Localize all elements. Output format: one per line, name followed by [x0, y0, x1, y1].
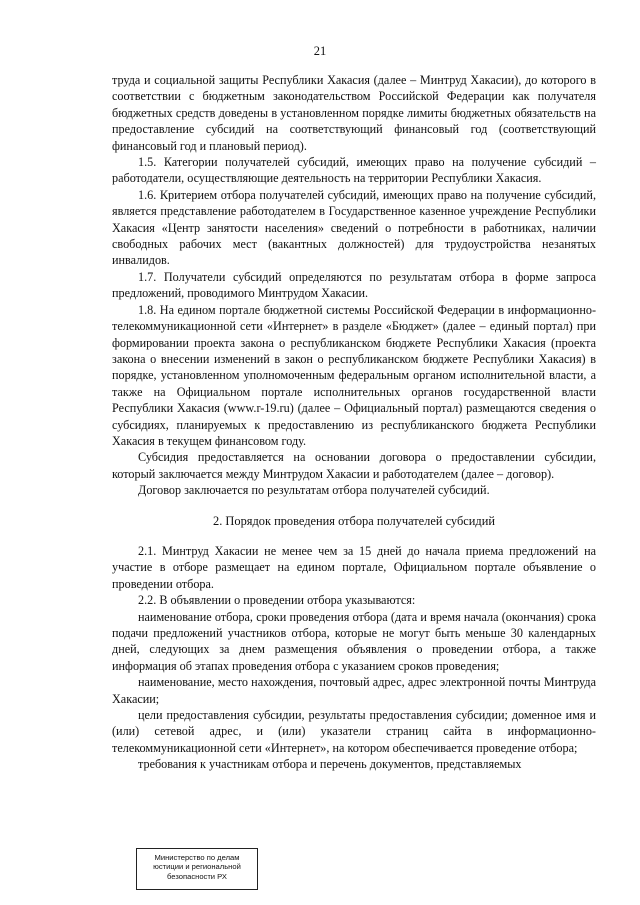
paragraph: Договор заключается по результатам отбора получателей субсидий.: [138, 483, 490, 498]
registration-stamp: [136, 848, 258, 890]
document-body: [112, 72, 596, 773]
paragraph: 2.1. Минтруд Хакасии не менее чем за 15 дней до начала приема предложений на участие в отборе размещает на едином портале, Официальном портале объявление о проведении отбора.: [112, 543, 596, 591]
stamp-line: безопасности РХ: [167, 871, 227, 881]
paragraph: 1.5. Категории получателей субсидий, имеющих право на получение субсидий – работодатели, осуществляющие деятельность на территории Республики Хакасия.: [112, 155, 596, 186]
paragraph: требования к участникам отбора и перечень документов, представляемых: [138, 757, 522, 772]
paragraph: Субсидия предоставляется на основании договора о предоставлении субсидии, который заключается между Минтрудом Хакасии и работодателем (далее – договор).: [112, 450, 596, 481]
paragraph: 2.2. В объявлении о проведении отбора указываются:: [138, 593, 416, 608]
page-number: 21: [313, 44, 327, 58]
paragraph: наименование, место нахождения, почтовый адрес, адрес электронной почты Минтруда Хакасии;: [112, 675, 596, 706]
paragraph: 1.7. Получатели субсидий определяются по результатам отбора в форме запроса предложений, проводимого Минтрудом Хакасии.: [112, 269, 596, 301]
paragraph: 1.6. Критерием отбора получателей субсидий, имеющих право на получение субсидий, является представление работодателем в Государственное казенное учреждение Республики Хакасия «Центр занятости населения» сведений о потребности в работниках, наличии свободных рабочих мест (вакантных должностей) для трудоустройства незанятых инвалидов.: [112, 187, 596, 268]
stamp-line: Министерство по делам: [154, 853, 240, 862]
stamp-line: юстиции и региональной: [153, 862, 241, 872]
paragraph: 1.8. На едином портале бюджетной системы Российской Федерации в информационно-телекоммуникационной сети «Интернет» в разделе «Бюджет» (далее – единый портал) при формировании проекта закона о республиканском бюджете Республики Хакасия (проекта закона о внесении изменений в закон о республиканском бюджете Республики Хакасия) в порядке, установленном уполномоченным федеральным органом исполнительной власти, а также на Официальном портале исполнительных органов государственной власти Республики Хакасия (www.r-19.ru) (далее – Официальный портал) размещаются сведения о субсидиях, планируемых к предоставлению из республиканского бюджета Республики Хакасия в текущем финансовом году.: [112, 302, 596, 448]
paragraph: труда и социальной защиты Республики Хакасия (далее – Минтруд Хакасии), до которого в соответствии с бюджетным законодательством Российской Федерации как получателя бюджетных средств доведены в установленном порядке лимиты бюджетных обязательств на предоставление субсидий на соответствующий финансовый год (соответствующий финансовый год и плановый период).: [112, 73, 596, 153]
section-heading: 2. Порядок проведения отбора получателей субсидий: [213, 513, 495, 528]
paragraph: наименование отбора, сроки проведения отбора (дата и время начала (окончания) срока подачи предложений участников отбора, которые не могут быть меньше 30 календарных дней, следующих за днем размещения объявления о проведении отбора, а также информация об этапах проведения отбора с указанием сроков проведения;: [112, 609, 596, 673]
paragraph: цели предоставления субсидии, результаты предоставления субсидии; доменное имя и (или) сетевой адрес, и (или) указатели страниц сайта в информационно-телекоммуникационной сети «Интернет», на котором обеспечивается проведение отбора;: [112, 708, 596, 755]
